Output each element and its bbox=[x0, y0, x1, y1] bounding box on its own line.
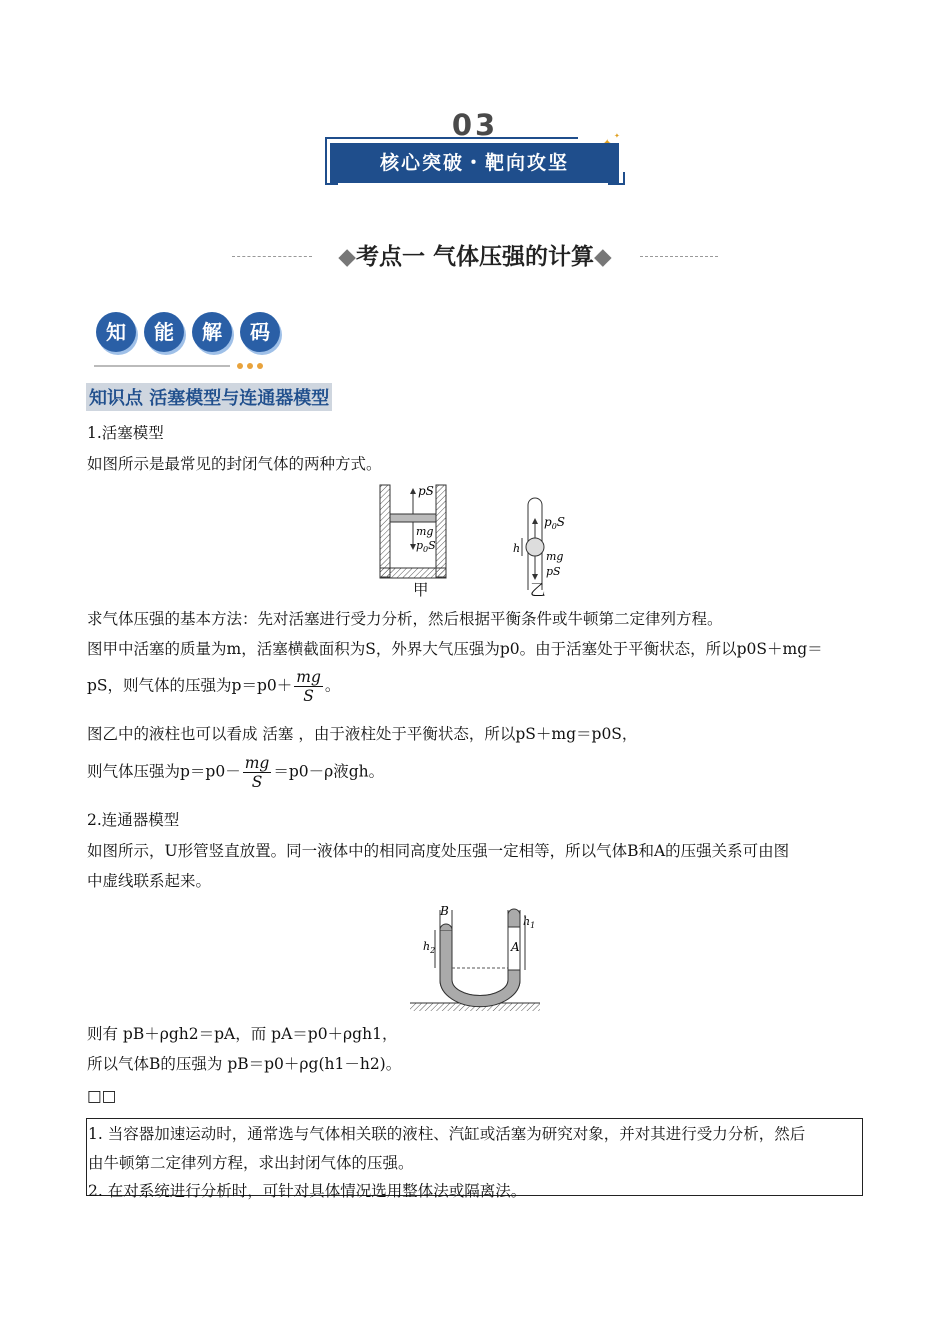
svg-text:p0S: $p_0S$ bbox=[544, 515, 566, 531]
fraction: $\frac{mg}{S}$ bbox=[244, 754, 270, 791]
diamond-icon: ◆ bbox=[594, 244, 612, 270]
badge-neng: 能 bbox=[144, 312, 184, 352]
svg-text:mg: mg bbox=[546, 550, 564, 563]
diamond-icon: ◆ bbox=[338, 244, 356, 270]
svg-text:B: B bbox=[440, 904, 449, 918]
tips-label: □□ bbox=[87, 1087, 117, 1105]
piston-figure bbox=[370, 480, 590, 600]
fig-label-yi: 乙 bbox=[530, 581, 546, 599]
piston-intro: 如图所示是最常见的封闭气体的两种方式。 bbox=[87, 455, 382, 473]
fig-label-jia: 甲 bbox=[413, 581, 429, 599]
piston-heading: 1.活塞模型 bbox=[87, 424, 164, 442]
section-banner: 核心突破・靶向攻坚 bbox=[330, 143, 619, 183]
svg-text:p0S: $p_0S$ bbox=[416, 539, 436, 554]
badge-underline bbox=[90, 360, 280, 372]
tip-line-1: 1. 当容器加速运动时，通常选与气体相关联的液柱、汽缸或活塞为研究对象，并对其进行受力分析，然后 bbox=[88, 1125, 806, 1143]
piston-line-b1: 图乙中的液柱也可以看成 活塞 ，由于液柱处于平衡状态，所以pS＋mg＝p0S， bbox=[87, 725, 638, 743]
svg-text:h: h bbox=[513, 542, 521, 555]
connector-heading: 2.连通器模型 bbox=[87, 811, 180, 829]
badge-ma: 码 bbox=[240, 312, 280, 352]
connector-eq-1: 则有 pB＋ρgh2＝pA，而 pA＝p0＋ρgh1， bbox=[87, 1025, 398, 1043]
svg-text:h1: $h_1$ bbox=[523, 915, 536, 930]
kaodian-text: 考点一 气体压强的计算 bbox=[355, 244, 594, 270]
connector-eq-2: 所以气体B的压强为 pB＝p0＋ρg(h1－h2)。 bbox=[87, 1055, 402, 1073]
piston-line-a2: pS，则气体的压强为p＝p0＋ $\frac{mg}{S}$ 。 bbox=[87, 668, 341, 705]
fraction: $\frac{mg}{S}$ bbox=[296, 668, 321, 705]
piston-line-b2: 则气体压强为p＝p0－ $\frac{mg}{S}$ ＝p0－ρ液gh。 bbox=[87, 754, 385, 791]
svg-text:pS: pS bbox=[418, 484, 434, 498]
tip-line-3: 2. 在对系统进行分析时，可针对具体情况选用整体法或隔离法。 bbox=[88, 1182, 527, 1200]
u-tube-figure bbox=[405, 895, 545, 1015]
svg-text:pS: pS bbox=[546, 565, 561, 578]
svg-text:A: A bbox=[511, 940, 520, 954]
piston-line-a1: 图甲中活塞的质量为m，活塞横截面积为S，外界大气压强为p0。由于活塞处于平衡状态，所以p0S＋mg＝ bbox=[87, 640, 823, 658]
piston-method: 求气体压强的基本方法：先对活塞进行受力分析，然后根据平衡条件或牛顿第二定律列方程。 bbox=[87, 610, 723, 628]
connector-intro-2: 中虚线联系起来。 bbox=[87, 872, 212, 890]
tip-line-2: 由牛顿第二定律列方程，求出封闭气体的压强。 bbox=[88, 1154, 414, 1172]
badge-zhi: 知 bbox=[96, 312, 136, 352]
connector-intro-1: 如图所示，U形管竖直放置。同一液体中的相同高度处压强一定相等，所以气体B和A的压强关系可由图 bbox=[87, 842, 790, 860]
svg-text:mg: mg bbox=[416, 525, 434, 538]
kaodian-title bbox=[0, 238, 950, 271]
svg-text:h2: $h_2$ bbox=[423, 940, 436, 955]
knowledge-point-heading: 知识点 活塞模型与连通器模型 bbox=[86, 383, 332, 411]
svg-text:✦: ✦ bbox=[614, 132, 620, 140]
section-number: 03 bbox=[451, 108, 499, 142]
badge-jie: 解 bbox=[192, 312, 232, 352]
